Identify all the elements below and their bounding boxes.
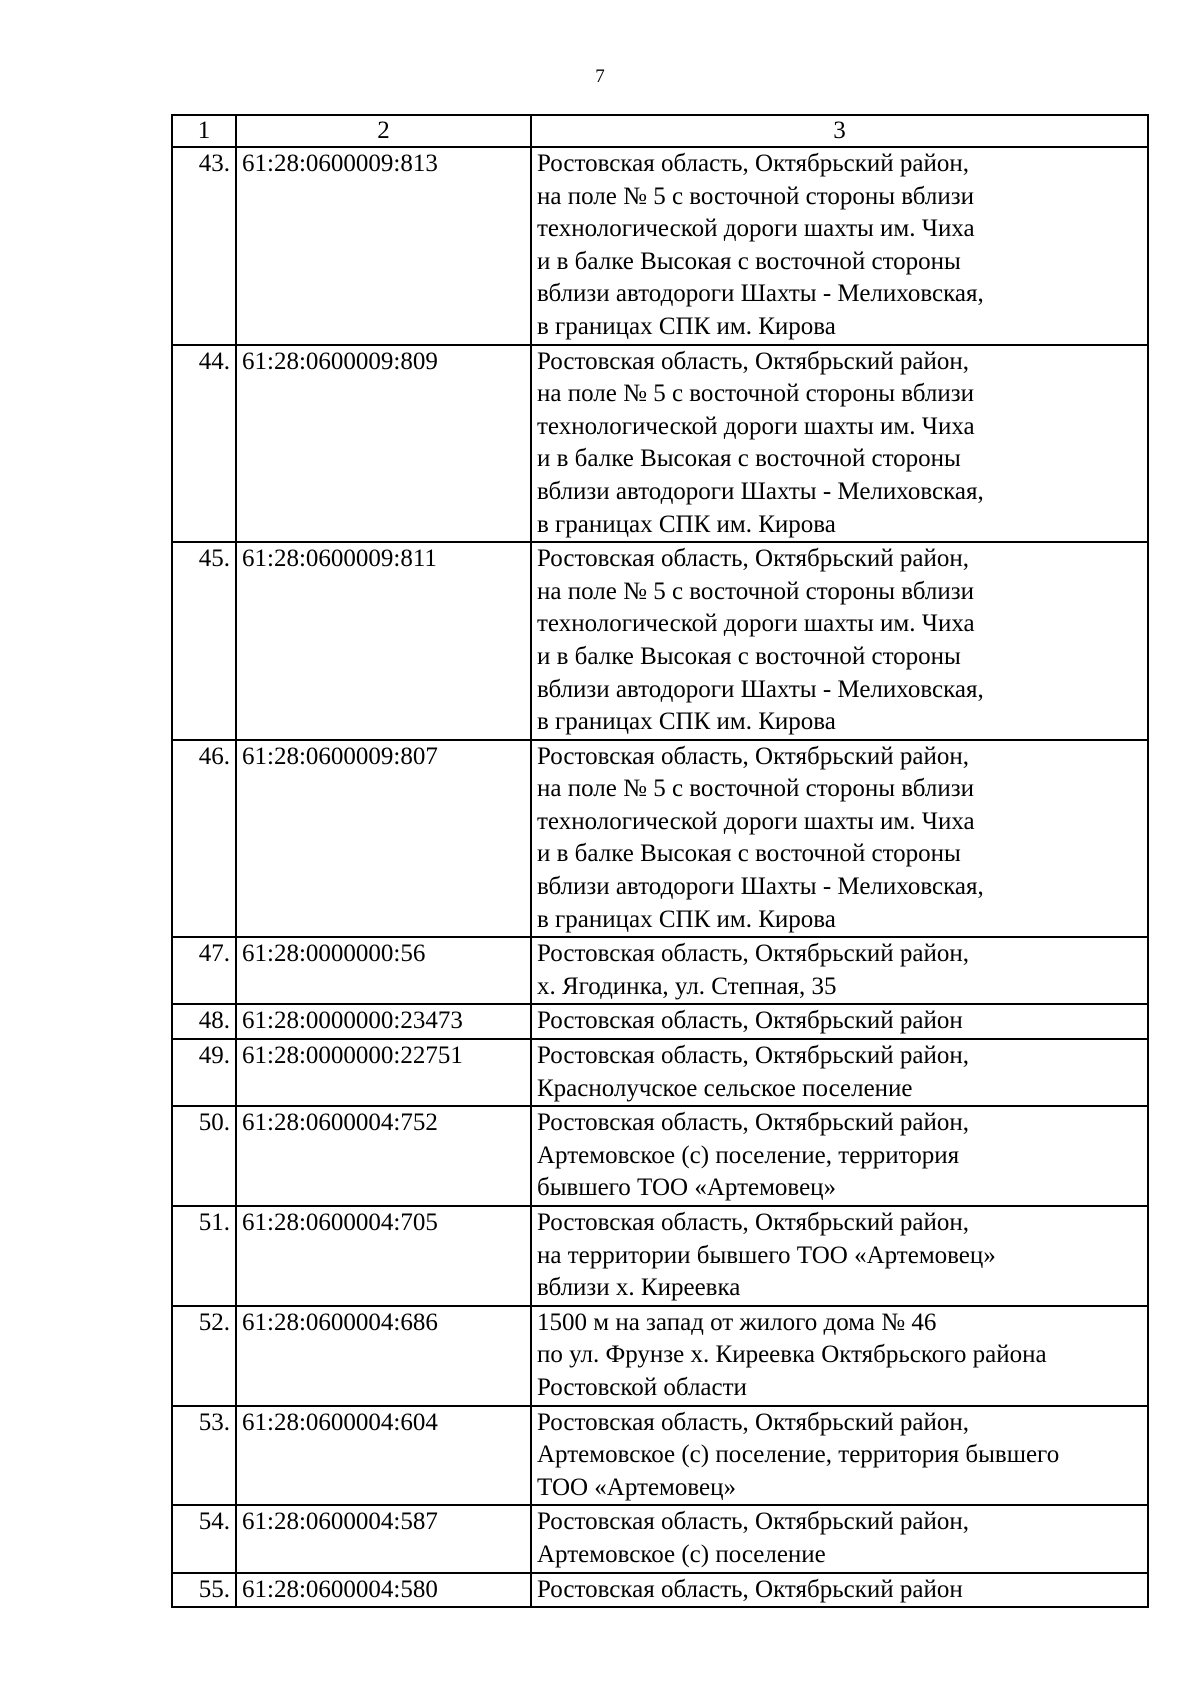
cadastral-number: 61:28:0600004:705 [236,1206,531,1306]
table-row [172,345,1148,543]
location-line: Ростовская область, Октябрьский район, [537,150,969,177]
location-description [531,740,1148,938]
location-line: в границах СПК им. Кирова [537,510,836,538]
location-description [531,1406,1148,1506]
page-number: 7 [595,66,605,87]
location-description [531,345,1148,543]
row-number: 55. [172,1573,236,1608]
cadastral-number: 61:28:0600009:811 [236,542,531,740]
location-line: Артемовское (с) поселение, территория бывшего [537,1441,1060,1469]
column-header-cadastral-number: 2 [236,115,531,147]
location-line: на поле № 5 с восточной стороны вблизи [537,577,974,605]
location-line: технологической дороги шахты им. Чиха [537,215,975,243]
location-description [531,1505,1148,1572]
cadastral-table [171,114,1149,1608]
location-line: Ростовская область, Октябрьский район, [537,940,969,968]
location-line: в границах СПК им. Кирова [537,312,836,340]
cadastral-number: 61:28:0600004:580 [236,1573,531,1608]
row-number: 54. [172,1505,236,1572]
column-header-location: 3 [531,115,1148,147]
location-line: вблизи х. Киреевка [537,1274,741,1302]
row-number: 44. [172,345,236,543]
row-number: 51. [172,1206,236,1306]
cadastral-number: 61:28:0000000:56 [236,937,531,1004]
location-line: вблизи автодороги Шахты - Мелиховская, [537,477,984,505]
cadastral-number: 61:28:0600009:807 [236,740,531,938]
location-description [531,1004,1148,1039]
location-description [531,1206,1148,1306]
location-line: Ростовская область, Октябрьский район, [537,1042,969,1070]
location-line: на поле № 5 с восточной стороны вблизи [537,182,974,210]
row-number: 43. [172,147,236,345]
row-number: 52. [172,1306,236,1406]
location-line: 1500 м на запад от жилого дома № 46 [537,1308,937,1336]
cadastral-number: 61:28:0600004:686 [236,1306,531,1406]
location-line: технологической дороги шахты им. Чиха [537,412,975,440]
location-line: технологической дороги шахты им. Чиха [537,807,975,835]
location-description [531,1039,1148,1106]
location-line: Ростовская область, Октябрьский район, [537,1408,969,1436]
location-line: Ростовская область, Октябрьский район, [537,1109,969,1137]
table-row [172,1306,1148,1406]
location-line: на поле № 5 с восточной стороны вблизи [537,380,974,408]
location-line: х. Ягодинка, ул. Степная, 35 [537,972,837,1000]
row-number: 47. [172,937,236,1004]
location-line: вблизи автодороги Шахты - Мелиховская, [537,280,984,308]
location-description [531,1573,1148,1608]
location-line: и в балке Высокая с восточной стороны [537,840,961,868]
table-row [172,1406,1148,1506]
location-line: и в балке Высокая с восточной стороны [537,247,961,275]
location-line: Ростовская область, Октябрьский район, [537,1508,969,1536]
location-line: технологической дороги шахты им. Чиха [537,610,975,638]
location-line: Ростовская область, Октябрьский район [537,1007,963,1035]
location-line: Ростовской области [537,1373,747,1401]
location-description [531,937,1148,1004]
location-description [531,1306,1148,1406]
location-line: и в балке Высокая с восточной стороны [537,642,961,670]
cadastral-number: 61:28:0000000:22751 [236,1039,531,1106]
location-line: Ростовская область, Октябрьский район, [537,545,969,573]
cadastral-number: 61:28:0600004:752 [236,1106,531,1206]
cadastral-number: 61:28:0600009:809 [236,345,531,543]
table-row [172,1004,1148,1039]
location-line: Краснолучское сельское поселение [537,1074,913,1102]
location-line: и в балке Высокая с восточной стороны [537,445,961,473]
table-header-row [172,115,1148,147]
row-number: 53. [172,1406,236,1506]
location-line: в границах СПК им. Кирова [537,905,836,933]
location-line: бывшего ТОО «Артемовец» [537,1174,837,1202]
location-line: в границах СПК им. Кирова [537,708,836,736]
location-line: ТОО «Артемовец» [537,1473,736,1501]
location-line: Ростовская область, Октябрьский район, [537,1209,969,1236]
cadastral-number: 61:28:0600004:587 [236,1505,531,1572]
table-row [172,1206,1148,1306]
location-line: Ростовская область, Октябрьский район, [537,347,969,375]
row-number: 49. [172,1039,236,1106]
table-row [172,542,1148,740]
cadastral-number: 61:28:0600009:813 [236,147,531,345]
table-row [172,1106,1148,1206]
location-line: по ул. Фрунзе х. Киреевка Октябрьского района [537,1341,1047,1369]
location-line: Артемовское (с) поселение, территория [537,1141,960,1169]
row-number: 48. [172,1004,236,1039]
table-body [172,147,1148,1607]
location-line: на поле № 5 с восточной стороны вблизи [537,775,974,803]
table-row [172,1039,1148,1106]
location-line: на территории бывшего ТОО «Артемовец» [537,1241,996,1269]
table-row [172,1505,1148,1572]
row-number: 50. [172,1106,236,1206]
table-row [172,937,1148,1004]
table-row [172,1573,1148,1608]
cadastral-number: 61:28:0000000:23473 [236,1004,531,1039]
location-line: вблизи автодороги Шахты - Мелиховская, [537,675,984,703]
location-description [531,147,1148,345]
table-row [172,147,1148,345]
location-line: Ростовская область, Октябрьский район, [537,742,969,770]
location-line: Артемовское (с) поселение [537,1540,826,1568]
table-row [172,740,1148,938]
row-number: 46. [172,740,236,938]
location-line: вблизи автодороги Шахты - Мелиховская, [537,873,984,901]
cadastral-number: 61:28:0600004:604 [236,1406,531,1506]
location-description [531,542,1148,740]
row-number: 45. [172,542,236,740]
column-header-number: 1 [172,115,236,147]
location-description [531,1106,1148,1206]
location-line: Ростовская область, Октябрьский район [537,1575,963,1603]
